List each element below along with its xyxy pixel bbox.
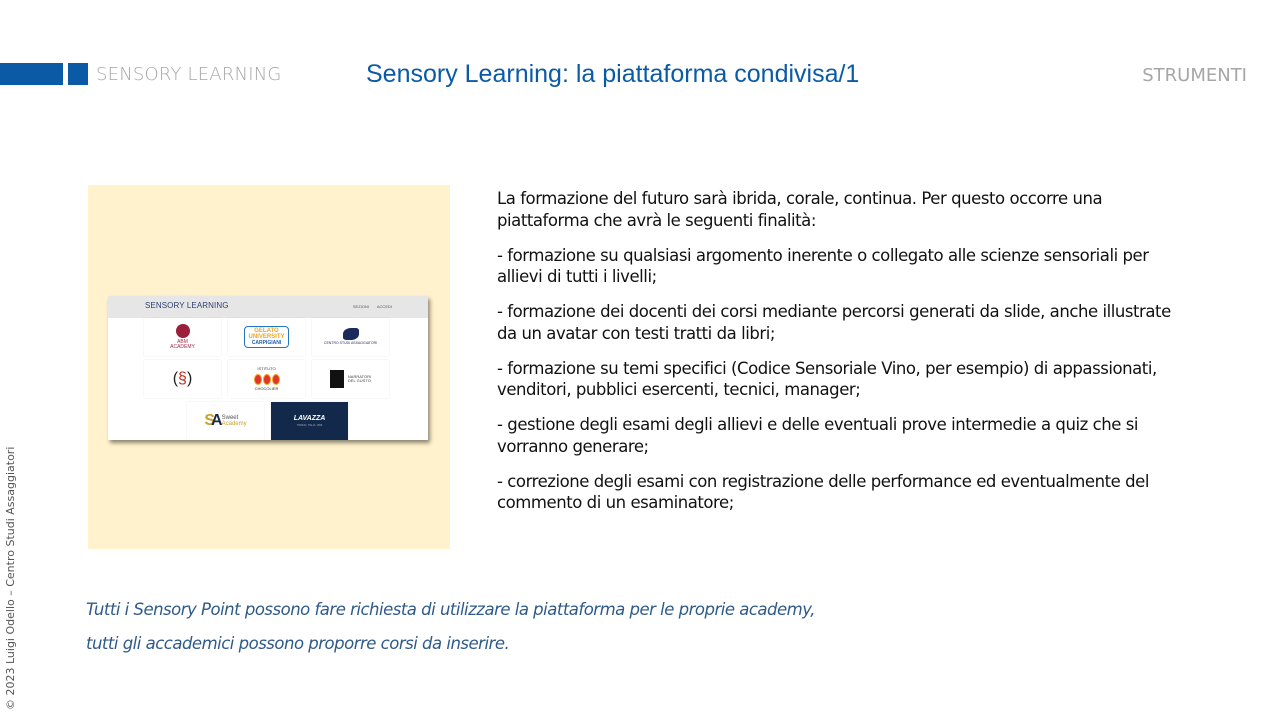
footer-note bbox=[86, 593, 815, 661]
header-accent-bar bbox=[0, 63, 63, 85]
narratori-mark-icon bbox=[330, 370, 344, 388]
logo-narratori-del-gusto: NARRATORI DEL GUSTO bbox=[312, 360, 389, 398]
abm-seal-icon bbox=[176, 324, 190, 338]
goal-item: - formazione su qualsiasi argomento inerente o collegato alle scienze sensoriali per allievi di tutti i livelli; bbox=[497, 245, 1149, 286]
logo-chocolier: ISTITUTO CHOCOLIER bbox=[228, 360, 305, 398]
flame-icon: (§) bbox=[172, 370, 193, 387]
goal-item: - gestione degli esami degli allievi e delle eventuali prove intermedie a quiz che si vorranno generare; bbox=[497, 415, 1138, 456]
header-accent-block bbox=[68, 63, 88, 85]
logo-accademia bbox=[144, 360, 221, 398]
slide-title: Sensory Learning: la piattaforma condivisa/1 bbox=[366, 60, 860, 88]
footer-line: Tutti i Sensory Point possono fare richiesta di utilizzare la piattaforma per le proprie academy, bbox=[86, 600, 815, 619]
cocoa-beans-icon bbox=[254, 374, 280, 385]
screenshot-brand: SENSORY LEARNING bbox=[145, 301, 229, 310]
logo-abm-academy bbox=[144, 318, 221, 356]
csa-mark-icon bbox=[343, 328, 359, 340]
footer-line: tutti gli accademici possono proporre corsi da inserire. bbox=[86, 634, 510, 653]
logo-gelato-university bbox=[228, 318, 305, 356]
gelato-university-badge: GELATO UNIVERSITY CARPIGIANI bbox=[244, 326, 288, 348]
goal-item: - formazione su temi specifici (Codice Sensoriale Vino, per esempio) di appassionati, venditori, pubblici esercenti, tecnici, manager; bbox=[497, 358, 1157, 399]
intro-paragraph: La formazione del futuro sarà ibrida, corale, continua. Per questo occorre una piattaforma che avrà le seguenti finalità: bbox=[497, 189, 1103, 230]
logo-lavazza: LAVAZZA TORINO, ITALIA, 1895 bbox=[271, 402, 348, 440]
logo-sweet-academy: SA Sweet Academy bbox=[187, 402, 264, 440]
abm-academy-text: ABM ACADEMY bbox=[170, 338, 195, 350]
body-text bbox=[497, 188, 1187, 527]
platform-screenshot bbox=[108, 296, 428, 440]
copyright-notice: © 2023 Luigi Odello – Centro Studi Assaggiatori bbox=[4, 446, 17, 710]
section-label: SENSORY LEARNING bbox=[96, 64, 282, 85]
nav-link-accedi: ACCEDI bbox=[376, 304, 392, 309]
screenshot-nav-links bbox=[353, 304, 392, 309]
logo-centro-studi-assaggiatori: CENTRO STUDI ASSAGGIATORI bbox=[312, 318, 389, 356]
platform-screenshot-panel bbox=[88, 185, 450, 549]
nav-link-sezioni: SEZIONI bbox=[352, 304, 369, 309]
screenshot-navbar bbox=[108, 296, 428, 318]
goal-item: - formazione dei docenti dei corsi mediante percorsi generati da slide, anche illustrate da un avatar con testi tratti da libri; bbox=[497, 302, 1171, 343]
sweet-academy-mark-icon: SA bbox=[204, 412, 219, 429]
category-label: STRUMENTI bbox=[1142, 65, 1247, 86]
goal-item: - correzione degli esami con registrazione delle performance ed eventualmente del commento di un esaminatore; bbox=[497, 471, 1149, 512]
